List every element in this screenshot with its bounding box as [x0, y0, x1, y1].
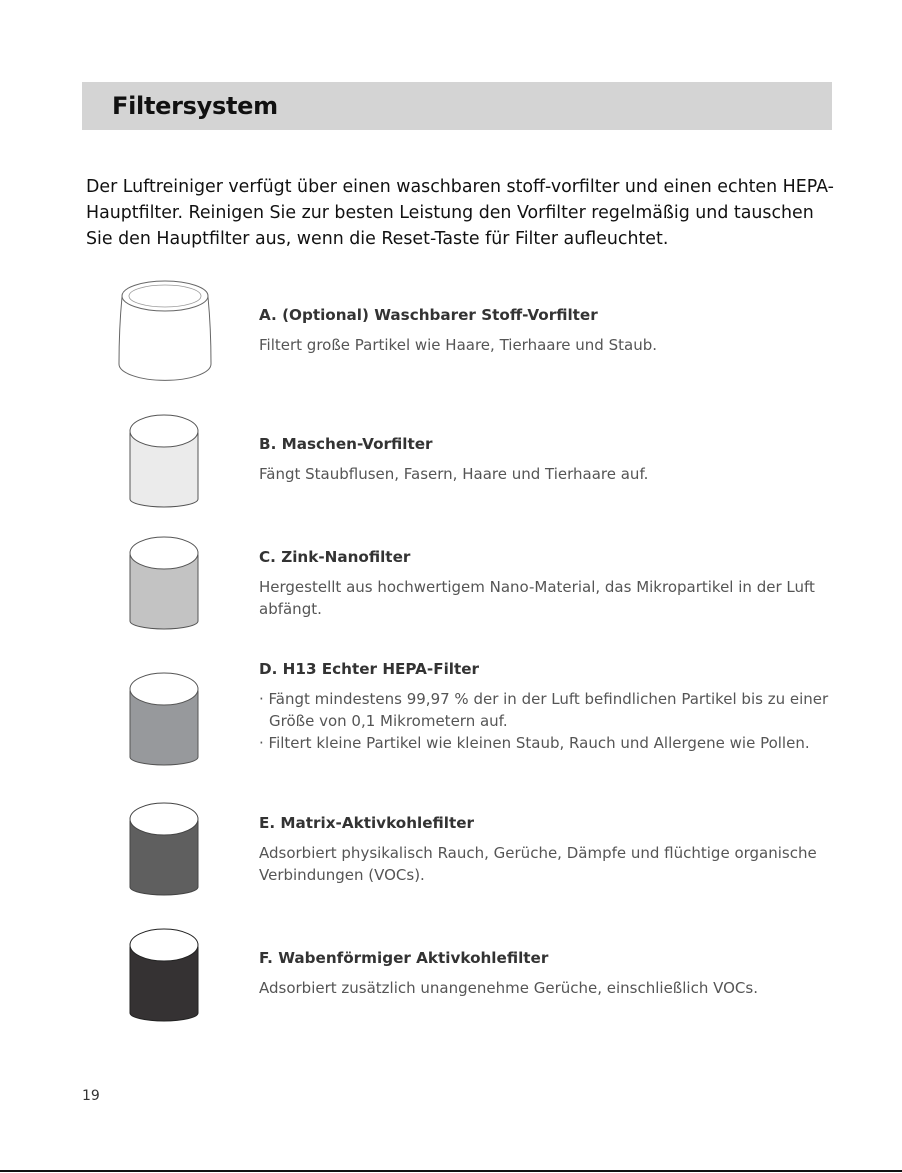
- filter-a-title: A. (Optional) Waschbarer Stoff-Vorfilter: [259, 306, 598, 324]
- page-number: 19: [82, 1088, 100, 1104]
- filter-c-description: Hergestellt aus hochwertigem Nano-Material, das Mikropartikel in der Luft abfängt.: [259, 578, 815, 618]
- bottom-rule: [0, 1170, 902, 1172]
- filter-f-title: F. Wabenförmiger Aktivkohlefilter: [259, 949, 549, 967]
- hepa-filter-icon: [128, 671, 200, 767]
- activated-carbon-filter-icon: [128, 801, 200, 897]
- mesh-prefilter-icon: [128, 413, 200, 509]
- filter-d-bullet-1: · Fängt mindestens 99,97 % der in der Luft befindlichen Partikel bis zu einer Größe von 0,1 Mikrometern auf.: [259, 690, 829, 730]
- page-title: Filtersystem: [112, 92, 278, 120]
- filter-d-title: D. H13 Echter HEPA-Filter: [259, 660, 480, 678]
- filter-f-description: Adsorbiert zusätzlich unangenehme Gerüche, einschließlich VOCs.: [259, 979, 758, 997]
- fabric-prefilter-icon: [116, 278, 214, 384]
- filter-b-description: Fängt Staubflusen, Fasern, Haare und Tierhaare auf.: [259, 465, 649, 483]
- filter-e-description: Adsorbiert physikalisch Rauch, Gerüche, Dämpfe und flüchtige organische Verbindungen (VOCs).: [259, 844, 817, 884]
- filter-e-title: E. Matrix-Aktivkohlefilter: [259, 814, 475, 832]
- filter-c-title: C. Zink-Nanofilter: [259, 548, 411, 566]
- filter-a-description: Filtert große Partikel wie Haare, Tierhaare und Staub.: [259, 336, 657, 354]
- zinc-nanofilter-icon: [128, 535, 200, 631]
- intro-paragraph: Der Luftreiniger verfügt über einen waschbaren stoff-vorfilter und einen echten HEPA-Hauptfilter. Reinigen Sie zur besten Leistung den Vorfilter regelmäßig und tauschen Sie den Hauptfilter aus, wenn die Reset-Taste für Filter aufleuchtet.: [86, 177, 834, 249]
- filter-b-title: B. Maschen-Vorfilter: [259, 435, 433, 453]
- filter-d-bullet-2: · Filtert kleine Partikel wie kleinen Staub, Rauch und Allergene wie Pollen.: [259, 734, 810, 752]
- honeycomb-carbon-filter-icon: [128, 927, 200, 1023]
- section-header: [82, 82, 832, 130]
